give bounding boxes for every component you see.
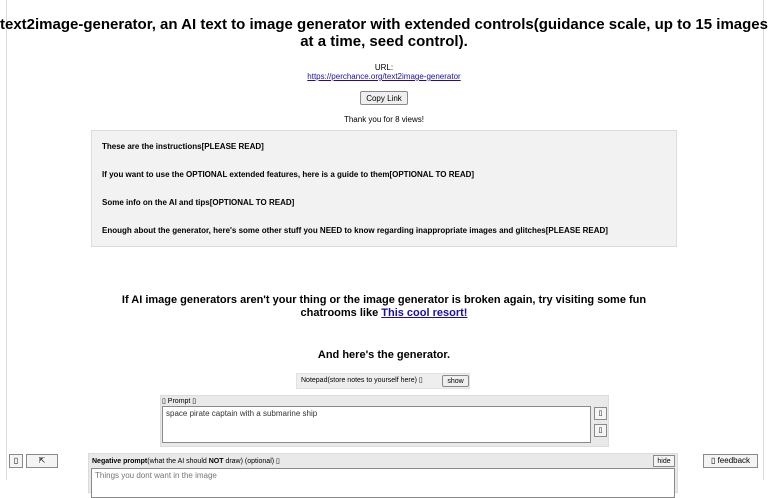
corner-left-icon-button[interactable]: ▯ (9, 454, 23, 468)
negative-prompt-label (92, 457, 280, 465)
negative-label-end: draw) (optional) ▯ (223, 458, 280, 465)
prompt-panel (160, 395, 609, 447)
prompt-input[interactable] (162, 406, 591, 443)
chatroom-promo (100, 294, 668, 320)
negative-label-mid: (what the AI should (147, 458, 209, 465)
instructions-item-extended-guide[interactable]: If you want to use the OPTIONAL extended features, here is a guide to them[OPTIONAL TO READ] (102, 170, 475, 179)
url-label: URL: (374, 63, 394, 72)
notepad-label: Notepad(store notes to yourself here) ▯ (301, 377, 423, 384)
negative-prompt-input[interactable] (91, 468, 675, 498)
notepad-show-button[interactable]: show (442, 375, 469, 387)
url-link-container (0, 72, 768, 81)
generator-heading: And here's the generator. (317, 349, 451, 361)
copy-link-button[interactable]: Copy Link (360, 91, 408, 105)
prompt-side-button-2[interactable]: ▯ (594, 424, 607, 437)
instructions-item-read[interactable]: These are the instructions[PLEASE READ] (102, 142, 264, 151)
generator-url-link[interactable]: https://perchance.org/text2image-generator (307, 72, 461, 81)
page-title: text2image-generator, an AI text to image generator with extended controls(guidance scale, up to 15 images at a time, seed control). (0, 16, 768, 50)
instructions-panel (91, 130, 677, 247)
negative-label-not: NOT (208, 458, 224, 465)
negative-label-bold: Negative prompt (92, 458, 148, 465)
negative-hide-button[interactable]: hide (653, 455, 675, 467)
prompt-label: ▯ Prompt ▯ (162, 398, 197, 405)
views-counter: Thank you for 8 views! (343, 115, 425, 124)
instructions-item-ai-info[interactable]: Some info on the AI and tips[OPTIONAL TO READ] (102, 198, 295, 207)
scroll-top-button[interactable]: ⇱ (26, 454, 58, 468)
negative-prompt-panel (88, 453, 678, 493)
promo-text: If AI image generators aren't your thing or the image generator is broken again, try visiting some fun chatrooms like (121, 294, 647, 319)
feedback-button[interactable]: ▯ feedback (703, 454, 758, 468)
resort-link[interactable]: This cool resort! (381, 307, 468, 319)
prompt-side-button-1[interactable]: ▯ (594, 407, 607, 420)
instructions-item-inappropriate[interactable]: Enough about the generator, here's some other stuff you NEED to know regarding inappropriate images and glitches[PLEASE READ] (102, 226, 608, 235)
